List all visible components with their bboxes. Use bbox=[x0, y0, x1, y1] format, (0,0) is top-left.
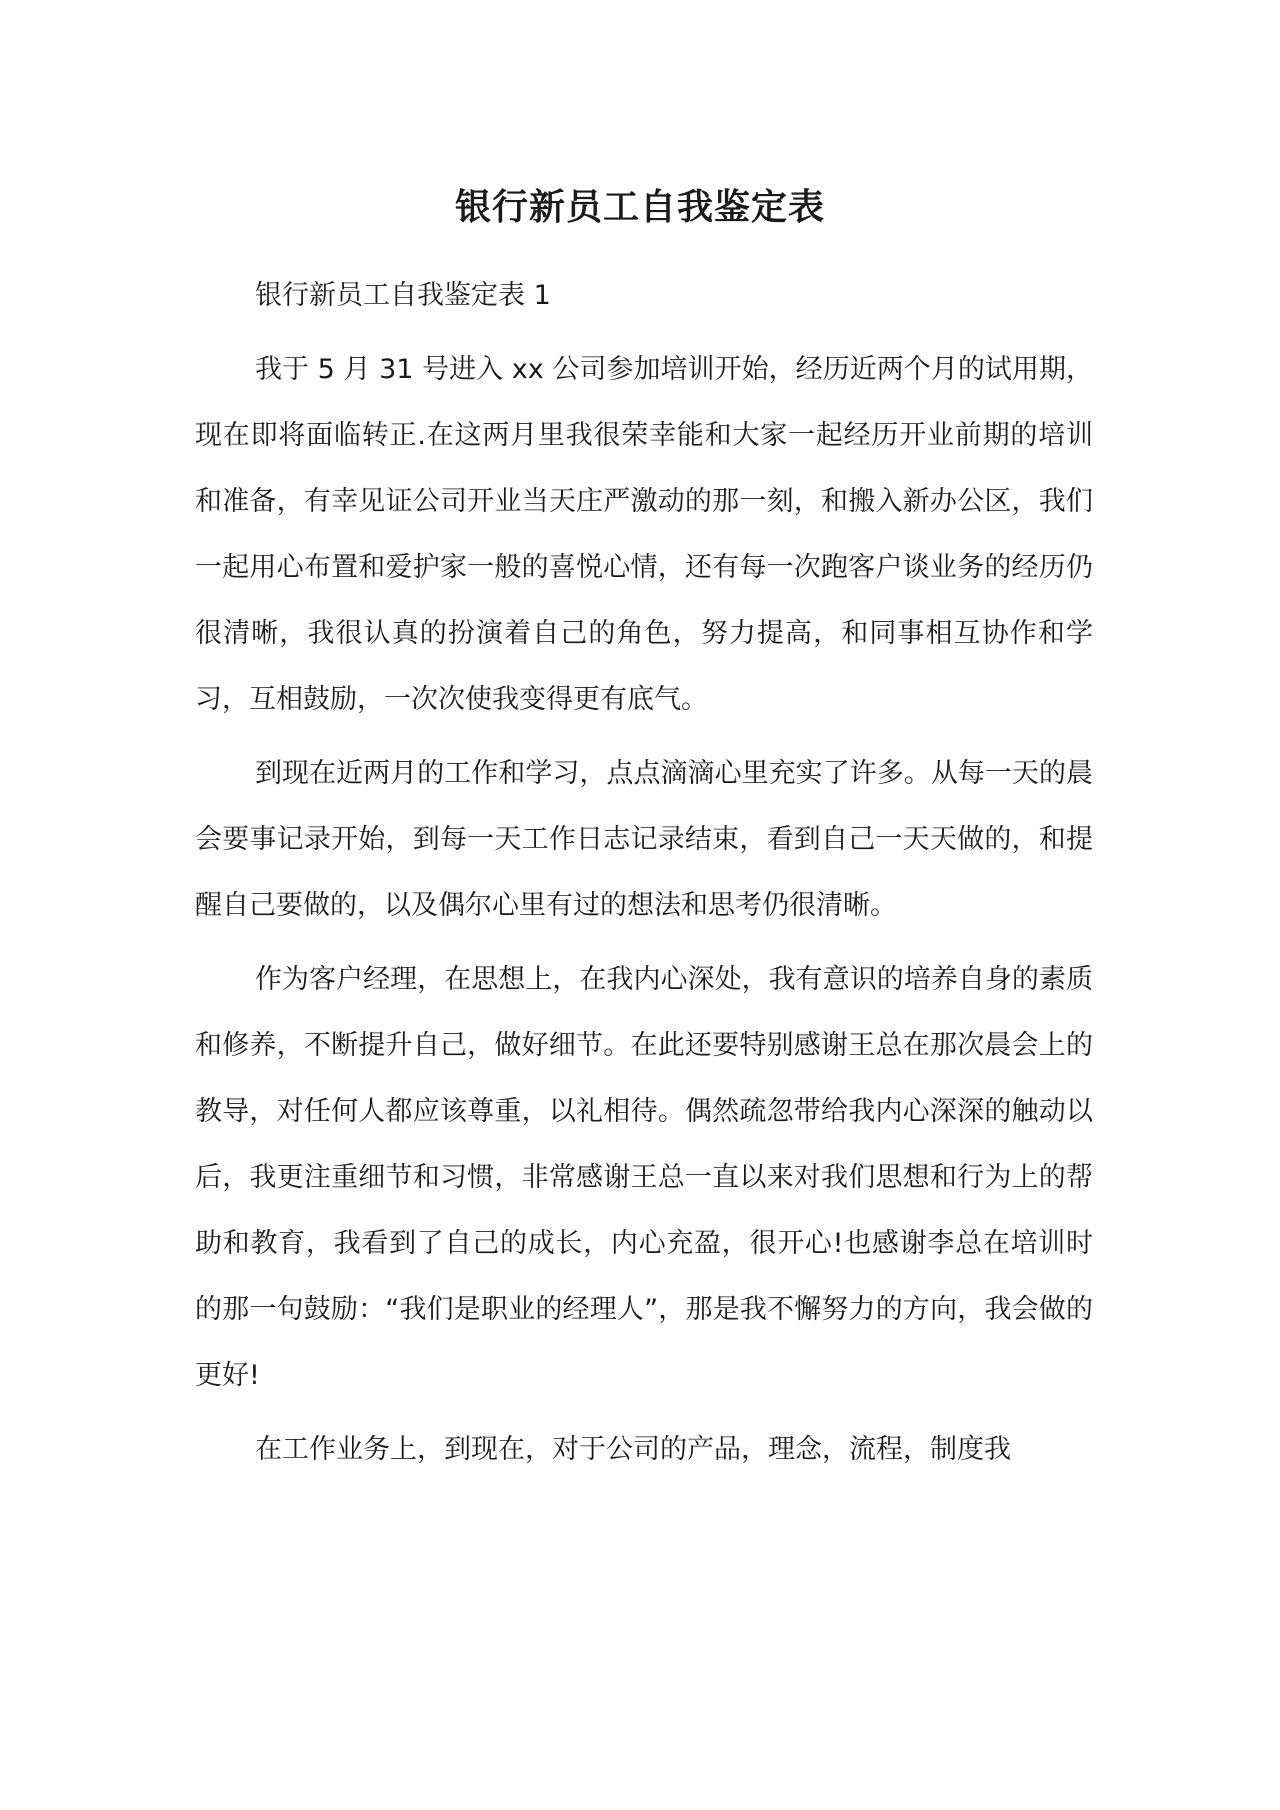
document-title: 银行新员工自我鉴定表 bbox=[454, 187, 825, 228]
paragraph: 作为客户经理，在思想上，在我内心深处，我有意识的培养自身的素质和修养，不断提升自己，做好细节。在此还要特别感谢王总在那次晨会上的教导，对任何人都应该尊重，以礼相待。偶然疏忽带给我内心深深的触动以后，我更注重细节和习惯，非常感谢王总一直以来对我们思想和行为上的帮助和教育，我看到了自己的成长，内心充盈，很开心!也感谢李总在培训时的那一句鼓励：“我们是职业的经理人”，那是我不懈努力的方向，我会做的更好! bbox=[195, 964, 1093, 1391]
section-heading: 银行新员工自我鉴定表 1 bbox=[255, 280, 551, 311]
paragraph: 我于 5 月 31 号进入 xx 公司参加培训开始，经历近两个月的试用期，现在即将面临转正.在这两月里我很荣幸能和大家一起经历开业前期的培训和准备，有幸见证公司开业当天庄严激动的那一刻，和搬入新办公区，我们一起用心布置和爱护家一般的喜悦心情，还有每一次跑客户谈业务的经历仍很清晰，我很认真的扮演着自己的角色，努力提高，和同事相互协作和学习，互相鼓励，一次次使我变得更有底气。 bbox=[195, 354, 1093, 715]
document-body bbox=[195, 263, 1093, 1491]
paragraph: 在工作业务上，到现在，对于公司的产品，理念，流程，制度我 bbox=[255, 1434, 1011, 1465]
paragraph: 到现在近两月的工作和学习，点点滴滴心里充实了许多。从每一天的晨会要事记录开始，到每一天工作日志记录结束，看到自己一天天做的，和提醒自己要做的，以及偶尔心里有过的想法和思考仍很清晰。 bbox=[195, 758, 1093, 921]
